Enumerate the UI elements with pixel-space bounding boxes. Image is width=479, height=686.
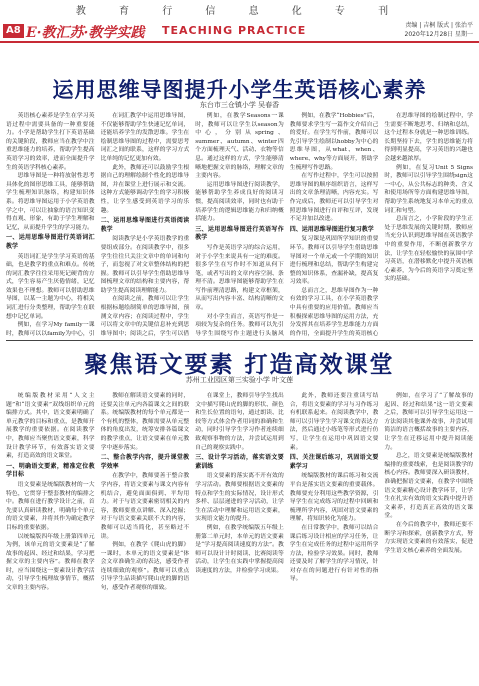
section-heading: 一、运用思维导图进行英语词汇教学 <box>6 234 95 250</box>
paragraph: 此外，教师还要注重读写结合，将语文要素的学习与习作练习有机联系起来。在阅读教学中，教师可以引导学生学习课文的表达方法，然后通过小练笔等形式进行仿写，让学生在运用中巩固语文要素。 <box>289 393 379 451</box>
paragraph: 在阅读之前，教师可以让学生根据标题绘制简单的思维导图，预测文章内容；在阅读过程中，学生可以将文章中的关键信息补充到思维导图中；阅读之后，学生可以借 <box>100 296 190 337</box>
section-heading: 二、整合教学内容，提升课堂教学效率 <box>100 454 190 470</box>
paragraph: 写作是英语学习的综合运用，对于小学生来说具有一定的难度。很多学生在写作时不知道从何下笔，或者写出的文章内容空洞、条理不清。思维导图能够帮助学生在写作前理清思路，构建文章框架，从而写出内容丰富、结构清晰的文章。 <box>195 244 284 312</box>
paragraph: 例如，在教学《爬山虎的脚》一课时，本单元的语文要素是“体会文章准确生动的表达，感受作者连续细致的观察”。教师可以重点引导学生品读描写爬山虎的脚的语句，感受作者观察的细致。 <box>100 542 190 592</box>
article-1-title: 运用思维导图提升小学生英语核心素养 <box>52 78 427 102</box>
editor-info <box>405 21 473 39</box>
paragraph: 统编版教材的课后练习和交流平台是落实语文要素的重要载体。教师要充分利用这些教学资源，引导学生在完成练习的过程中回顾和梳理所学内容，巩固对语文要素的理解，将知识转化为能力。 <box>289 473 379 523</box>
paragraph: 总而言之，小学阶段的学生正处于思维发展的关键时期，教师应当充分认识到思维导图在英语教学中的重要作用，不断创新教学方法，让学生在轻松愉快的氛围中学习英语，在潜移默化中提升英语核心素养，为今后的英语学习奠定坚实的基础。 <box>384 216 473 283</box>
text-column <box>6 112 95 338</box>
paragraph: 例如，在教学“Hobbies”后，教师要求学生写一篇作文介绍自己的爱好。在学生写作前，教师可以先引导学生绘制以hobby为中心的思维导图，从what、when、where、why等方面展开，帮助学生梳理写作思路。 <box>289 113 379 171</box>
paragraph: 英语词汇是学生学习英语的基础，也是教学的重点和难点。传统的词汇教学往往采用死记硬背的方式，学生容易产生厌倦情绪，记忆效果也不理想。教师可以借助思维导图，以某一主题为中心，将相关词汇进行分类整理，帮助学生在联想中记忆单词。 <box>6 253 95 320</box>
paragraph: 在教学中，教师要善于整合教学内容，将语文要素与课文内容有机结合，避免面面俱到、平均用力。对于与语文要素密切相关的内容，教师要重点讲解、深入挖掘；对于与语文要素关联不大的内容，教师可以适当简化，甚至略过不讲。 <box>100 473 190 540</box>
paragraph: 总而言之，思维导图作为一种有效的学习工具，在小学英语教学中具有重要的应用价值。教师应当积极探索思维导图的运用方法，充分发挥其在培养学生思维能力方面的作用，全面提升学生的英语核心 <box>289 287 379 337</box>
section-heading: 三、运用思维导图进行英语写作教学 <box>195 225 284 242</box>
paragraph: 例如，在学习了“了解故事的起因、经过和结果”这一语文要素之后，教师可以引导学生运用这一方法阅读其他课外故事，并尝试用简洁的语言概括故事的主要内容，让学生在迁移运用中提升阅读能力。 <box>384 393 473 451</box>
paragraph: 英语核心素养是学生在学习英语过程中需要具备的一种重要能力。小学是帮助学生打下英语基础的关键阶段，教师应当在教学中注重思维能力的培养，帮助学生提高英语学习的效率，进而全面提升学生的英语学科核心素养。 <box>6 113 95 171</box>
paragraph: 思维导图是一种将放射性思考具体化的图形思维工具，能够帮助学生梳理知识脉络，构建知识体系。将思维导图运用于小学英语教学之中，可以让抽象的语言知识变得直观、形象，有助于学生理解和记忆，从而提升学生的学习能力。 <box>6 173 95 231</box>
date-line: 2020年12月28日 星期一 <box>404 31 473 38</box>
newspaper-tagline: 教 育 行 信 息 化 专 刊 <box>75 6 404 17</box>
article-1-byline: 东台市三仓镇小学 吴春香 <box>199 101 280 109</box>
section-heading: 四、关注课后练习，巩固语文要素学习 <box>289 454 379 470</box>
paragraph: 在词汇教学中运用思维导图，不仅能够帮助学生快速记忆单词，还能培养学生的发散思维。学生在绘制思维导图的过程中，需要思考词汇之间的联系，这样的学习方式比单纯的记忆更加有效。 <box>100 113 190 162</box>
paragraph: 例如，在复习Unit 5 Signs时，教师可以引导学生围绕sign这一中心，从公共标志的种类、含义和使用场所等方面构建思维导图，帮助学生系统地复习本单元的重点词汇和句型。 <box>384 164 473 214</box>
section-heading: 三、设计学习活动，落实语文要素训练 <box>195 454 284 470</box>
text-column <box>195 392 284 682</box>
paragraph: 语文要素的落实离不开有效的学习活动。教师要根据语文要素的特点和学生的实际情况，设计形式多样、层层递进的学习活动，让学生在活动中理解和运用语文要素，实现语文能力的提升。 <box>195 473 284 523</box>
paragraph: 例如，在教学Seasons一课时，教师可以让学生以season为中心，分别从spring、summer、autumn、winter四个方面梳理天气、活动、衣物等信息。通过这样的方式，学生能够清晰地把握文章的脉络，理解文章的主要内容。 <box>195 113 284 180</box>
paragraph: 统编版教材采用“人文主题”和“语文要素”双线组织单元的编排方式。其中，语文要素明确了单元教学的目标和重点，是教师开展教学的重要依据。在阅读教学中，教师应当聚焦语文要素，科学设计教学环节，有效落实语文要素，打造高效的语文课堂。 <box>6 393 95 460</box>
text-column <box>290 392 379 682</box>
section-heading: 二、运用思维导图进行英语阅读教学 <box>100 217 190 233</box>
paragraph: 在思维导图的绘制过程中，学生需要不断地思考、归纳和总结，这个过程本身就是一种思维训练。长期坚持下去，学生的思维能力将得到明显提高，学习英语的兴趣也会越来越浓厚。 <box>384 113 473 162</box>
text-column <box>384 112 473 338</box>
paragraph: 例如，在学习My family一课时，教师可以以family为中心，引 <box>6 322 95 337</box>
paragraph: 例如，在教学统编版五年级上册第二单元时，本单元的语文要素是“学习提高阅读速度的方法”。教师可以设计计时阅读、比赛阅读等活动，让学生在实践中掌握提高阅读速度的方法，并检验学习成果。 <box>195 524 284 574</box>
section-heading: 四、运用思维导图进行复习教学 <box>289 225 374 233</box>
article-2-byline: 苏州工业园区第三实验小学 叶文莲 <box>185 376 294 384</box>
text-column <box>101 112 190 338</box>
paragraph: 教师在解读语文要素的同时，还要关注单元内各篇课文之间的联系。统编版教材的每个单元都是一个有机的整体，教师需要从单元整体的角度出发，统筹安排各篇课文的教学重点，让语文要素在单元教学中逐步落实。 <box>100 393 190 451</box>
paragraph: 对小学生而言，英语写作是一项较为复杂的任务。教师可以先引导学生围绕写作主题进行头脑风 <box>195 313 284 337</box>
paragraph: 语文要素是统编版教材的一大特色，它贯穿于整套教材的编排之中。教师在进行教学设计之前，首先要认真研读教材，明确每个单元的语文要素，并将其作为确定教学目标的重要依据。 <box>6 481 95 531</box>
masthead <box>0 0 479 18</box>
page-number-badge: A8 <box>3 24 24 38</box>
section-heading: 一、明确语文要素，精准定位教学目标 <box>6 462 95 479</box>
section-english-title: TEACHING PRACTICE <box>162 24 307 37</box>
article-2-title: 聚焦语文要素 打造高效课堂 <box>84 352 395 378</box>
paragraph: 此外，教师还可以鼓励学生根据自己的理解绘制个性化的思维导图，并在课堂上进行展示和交流。这种方式能够调动学生的学习积极性，让学生感受到英语学习的乐趣。 <box>100 164 190 214</box>
text-column <box>101 392 190 682</box>
text-column <box>384 392 473 682</box>
text-column <box>6 392 95 682</box>
paragraph: 在今后的教学中，教师还要不断学习和探索，创新教学方式，努力实现语文要素的有效落实，促进学生语文核心素养的全面发展。 <box>384 521 473 554</box>
article-divider <box>6 340 473 341</box>
paragraph: 阅读教学是小学英语教学的重要组成部分。在阅读教学中，很多学生往往只关注文章中的单词和句子，而忽视了对文章整体结构的把握。教师可以引导学生借助思维导图梳理文章的结构和主要内容，帮助学生提高阅读理解能力。 <box>100 236 190 294</box>
paragraph: 运用思维导图进行阅读教学，能够帮助学生养成良好的阅读习惯，提高阅读效率，同时也有助于培养学生的逻辑思维能力和归纳概括能力。 <box>195 181 284 223</box>
text-column <box>290 112 379 338</box>
editor-line: 责编 | 吉桐 版式 | 张治平 <box>405 22 473 29</box>
section-name: E·教汇苏·教学实践 <box>26 25 145 41</box>
paragraph: 总之，语文要素是统编版教材编排的重要线索，也是阅读教学的核心内容。教师要深入研读教材，准确把握语文要素，在教学中围绕语文要素精心设计教学环节，让学生在扎实有效的语文实践中提升语文素养，打造真正高效的语文课堂。 <box>384 453 473 520</box>
paragraph: 在写作过程中，学生可以按照思维导图的顺序组织语言，这样写出的文章条理清晰，内容充实。写作完成后，教师还可以引导学生对照思维导图进行自评和互评，发现不足并加以改进。 <box>289 173 379 223</box>
paragraph: 在课堂上，教师引导学生找出文中描写爬山虎的脚的形状、颜色和生长位置的语句，通过朗读、比较等方式体会作者用词的准确和生动，同时引导学生学习作者连续细致观察事物的方法，并尝试运用到自己的观察实践中。 <box>195 393 284 451</box>
paragraph: 复习课是巩固所学知识的重要环节。教师可以引导学生借助思维导图对一个单元或一个学期的知识进行梳理和总结，帮助学生构建完整的知识体系，查漏补缺，提高复习效率。 <box>289 236 379 286</box>
paragraph: 在日常教学中，教师可以结合课后练习设计相应的学习任务，让学生在完成任务的过程中运用所学方法，检验学习效果。同时，教师还要及时了解学生的学习情况，针对存在的问题进行有针对性的指导。 <box>289 524 379 583</box>
paragraph: 以统编版四年级上册第四单元为例，该单元的语文要素是“了解故事的起因、经过和结果，学习把握文章的主要内容”。教师在教学时，应当围绕这一要素设计教学活动，引导学生梳理故事情节，概括文章的主要内容。 <box>6 533 95 592</box>
section-bar <box>0 21 479 43</box>
text-column <box>195 112 284 338</box>
